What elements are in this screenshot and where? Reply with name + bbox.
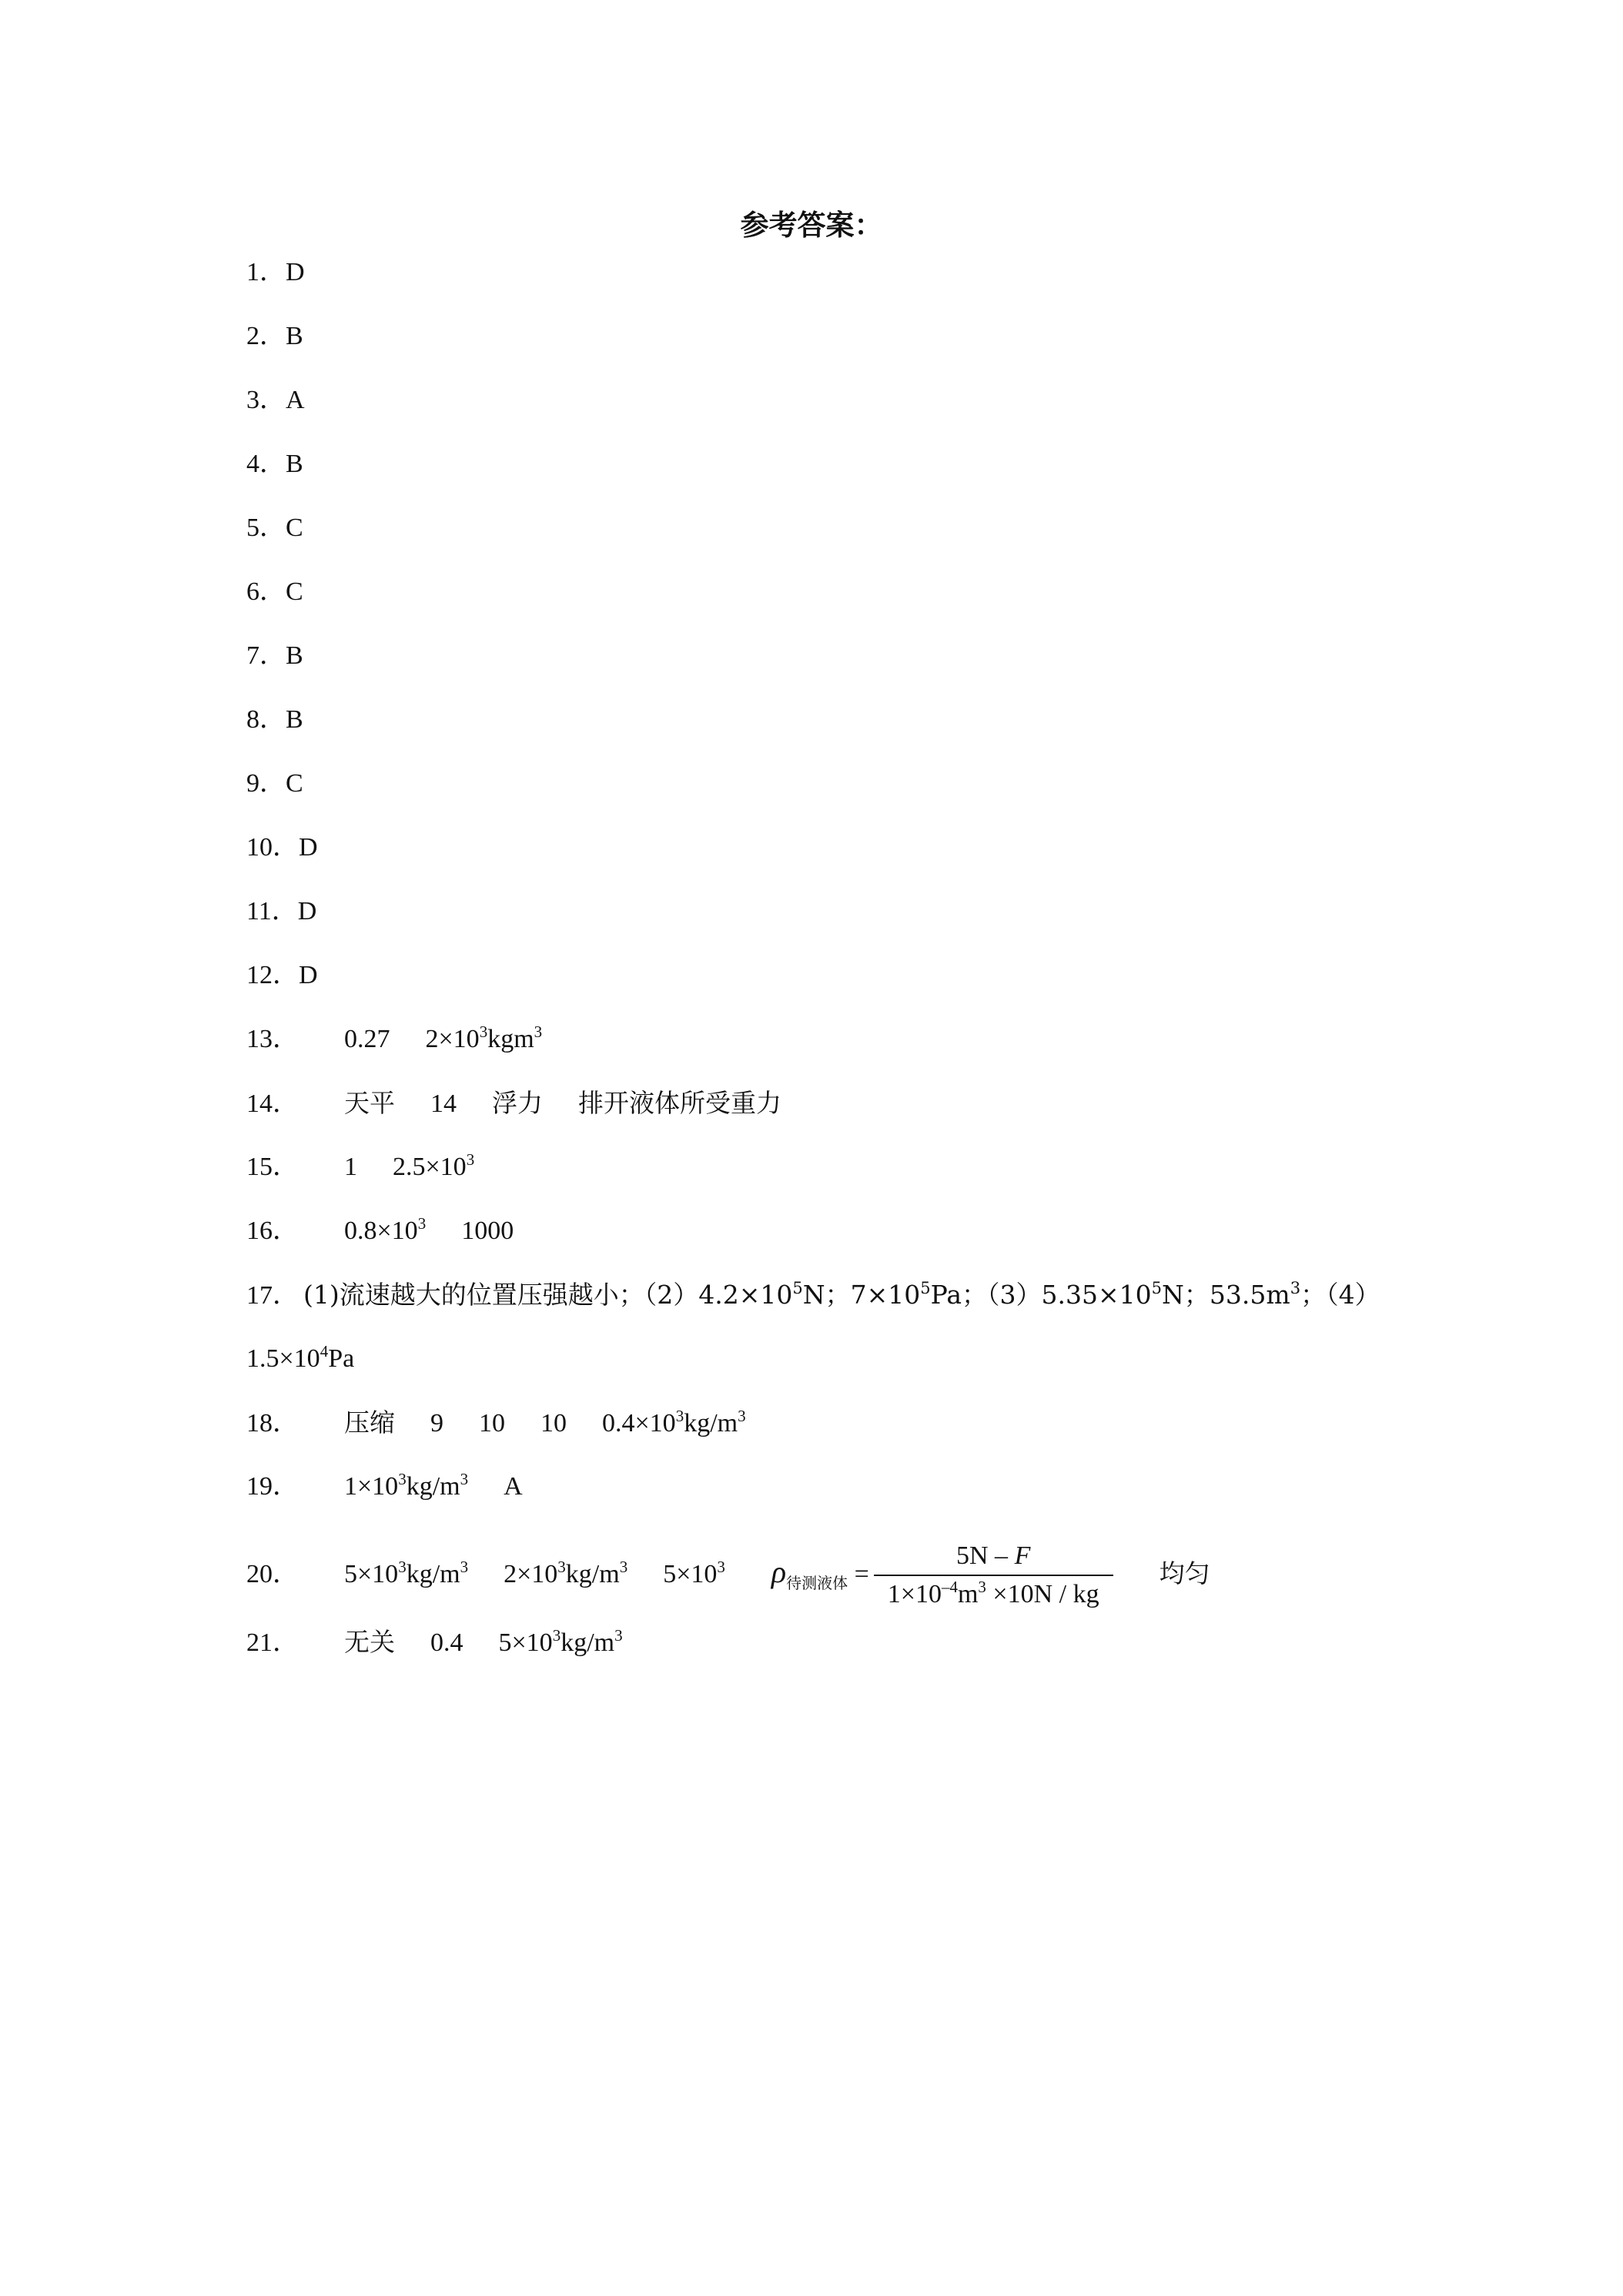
answer-value: C [286,514,303,542]
question-number: 18． [246,1409,299,1438]
question-number: 11． [246,897,298,925]
answer-row-11 [246,889,316,935]
answer-value: A [286,386,305,414]
answer-row-5 [246,505,303,551]
question-number: 4． [246,450,286,478]
answer-row-17-continued [246,1336,354,1382]
answer-value: (1)流速越大的位置压强越小；$(2)4.2\times 10^5N$；$7\times 10^5Pa$；$(3)5.35\times 10^5N$；$53.5m^3$；（4） [303,1279,1380,1310]
answer-row-18 [246,1400,746,1446]
answer-value: B [286,450,303,478]
answer-value: B [286,641,303,670]
question-number: 8． [246,705,286,734]
answer-value: $2\times 10^3kg/m^3$ [504,1557,628,1588]
answer-value: 无关 [344,1627,395,1657]
answer-value: 1 [344,1153,357,1181]
answer-value: $0.8\times 10^3$ [344,1214,427,1245]
question-number: 2． [246,322,286,350]
answer-value: $0.4\times 10^3kg/m^3$ [602,1407,746,1438]
answer-value: D [297,897,317,925]
question-number: 20． [246,1559,299,1588]
answer-row-21 [246,1619,623,1665]
question-number: 21． [246,1628,299,1657]
question-number: 5． [246,514,286,542]
answer-value: 9 [430,1409,443,1438]
answer-value: D [286,258,305,286]
answer-value: B [286,322,303,350]
answer-row-1 [246,249,305,296]
answer-value: 压缩 [344,1407,395,1438]
answer-value: $5\times 10^3kg/m^3$ [344,1557,469,1588]
question-number: 1． [246,258,286,286]
answer-value: $5\times 10^3kg/m^3$ [498,1626,623,1657]
answer-value: 浮力 [492,1088,543,1118]
answer-value: D [299,833,318,862]
formula-denominator: $1\times 10^{-4}m^3 \times 10N$ / kg [887,1578,1099,1608]
answer-value: 0.27 [344,1025,390,1053]
page-title: 参考答案： [740,208,883,242]
answer-row-14 [246,1080,781,1126]
answer-row-13 [246,1016,542,1063]
answer-row-10 [246,825,318,871]
answer-row-19 [246,1464,523,1510]
question-number: 15． [246,1153,299,1181]
formula-numerator: 5N – F [874,1539,1113,1576]
question-number: 7． [246,641,286,670]
answer-value: 10 [540,1409,567,1438]
answer-value: 1000 [461,1217,514,1245]
question-number: 19． [246,1472,299,1501]
answer-value: $5\times 10^3$ [663,1557,725,1588]
answer-value: C [286,769,303,798]
question-number: 13． [246,1025,299,1053]
answer-value: $2.5\times 10^3$ [393,1150,475,1181]
answer-row-8 [246,697,303,743]
answer-row-2 [246,313,303,360]
answer-row-3 [246,377,305,423]
answer-value: 0.4 [430,1628,463,1657]
answer-value: 天平 [344,1088,395,1118]
question-number: 9． [246,769,286,798]
answer-row-17 [246,1272,1380,1318]
answer-row-4 [246,441,303,487]
answer-value: 10 [479,1409,505,1438]
answer-row-15 [246,1144,474,1190]
answer-value: 均匀 [1159,1558,1210,1588]
question-number: 3． [246,386,286,414]
question-number: 14． [246,1089,299,1118]
density-formula: $\rho_{待测液体}$ = $\frac{5N - F}{1\times 10^{-4}m^3 \times 10N / kg}$ [771,1560,1113,1588]
answer-row-7 [246,633,303,679]
answer-value: $1\times 10^3kg/m^3$ [344,1470,469,1501]
answer-value: 排开液体所受重力 [578,1088,781,1118]
answer-row-6 [246,569,303,615]
answer-value: C [286,577,303,606]
answer-value: D [299,961,318,989]
formula-fraction [874,1539,1113,1613]
answer-row-9 [246,761,303,807]
answer-value: $2\times 10^3kgm^3$ [425,1022,543,1053]
answer-row-20 [246,1539,1210,1608]
question-number: 10． [246,833,299,862]
answer-value: $1.5\times 10^4Pa$ [246,1342,355,1373]
answer-value: B [286,705,303,734]
question-number: 17． [246,1281,299,1310]
answer-value: 14 [430,1089,457,1118]
answer-row-16 [246,1208,514,1254]
question-number: 6． [246,577,286,606]
answer-row-12 [246,952,318,999]
answer-value: A [504,1472,523,1501]
question-number: 16． [246,1217,299,1245]
question-number: 12． [246,961,299,989]
